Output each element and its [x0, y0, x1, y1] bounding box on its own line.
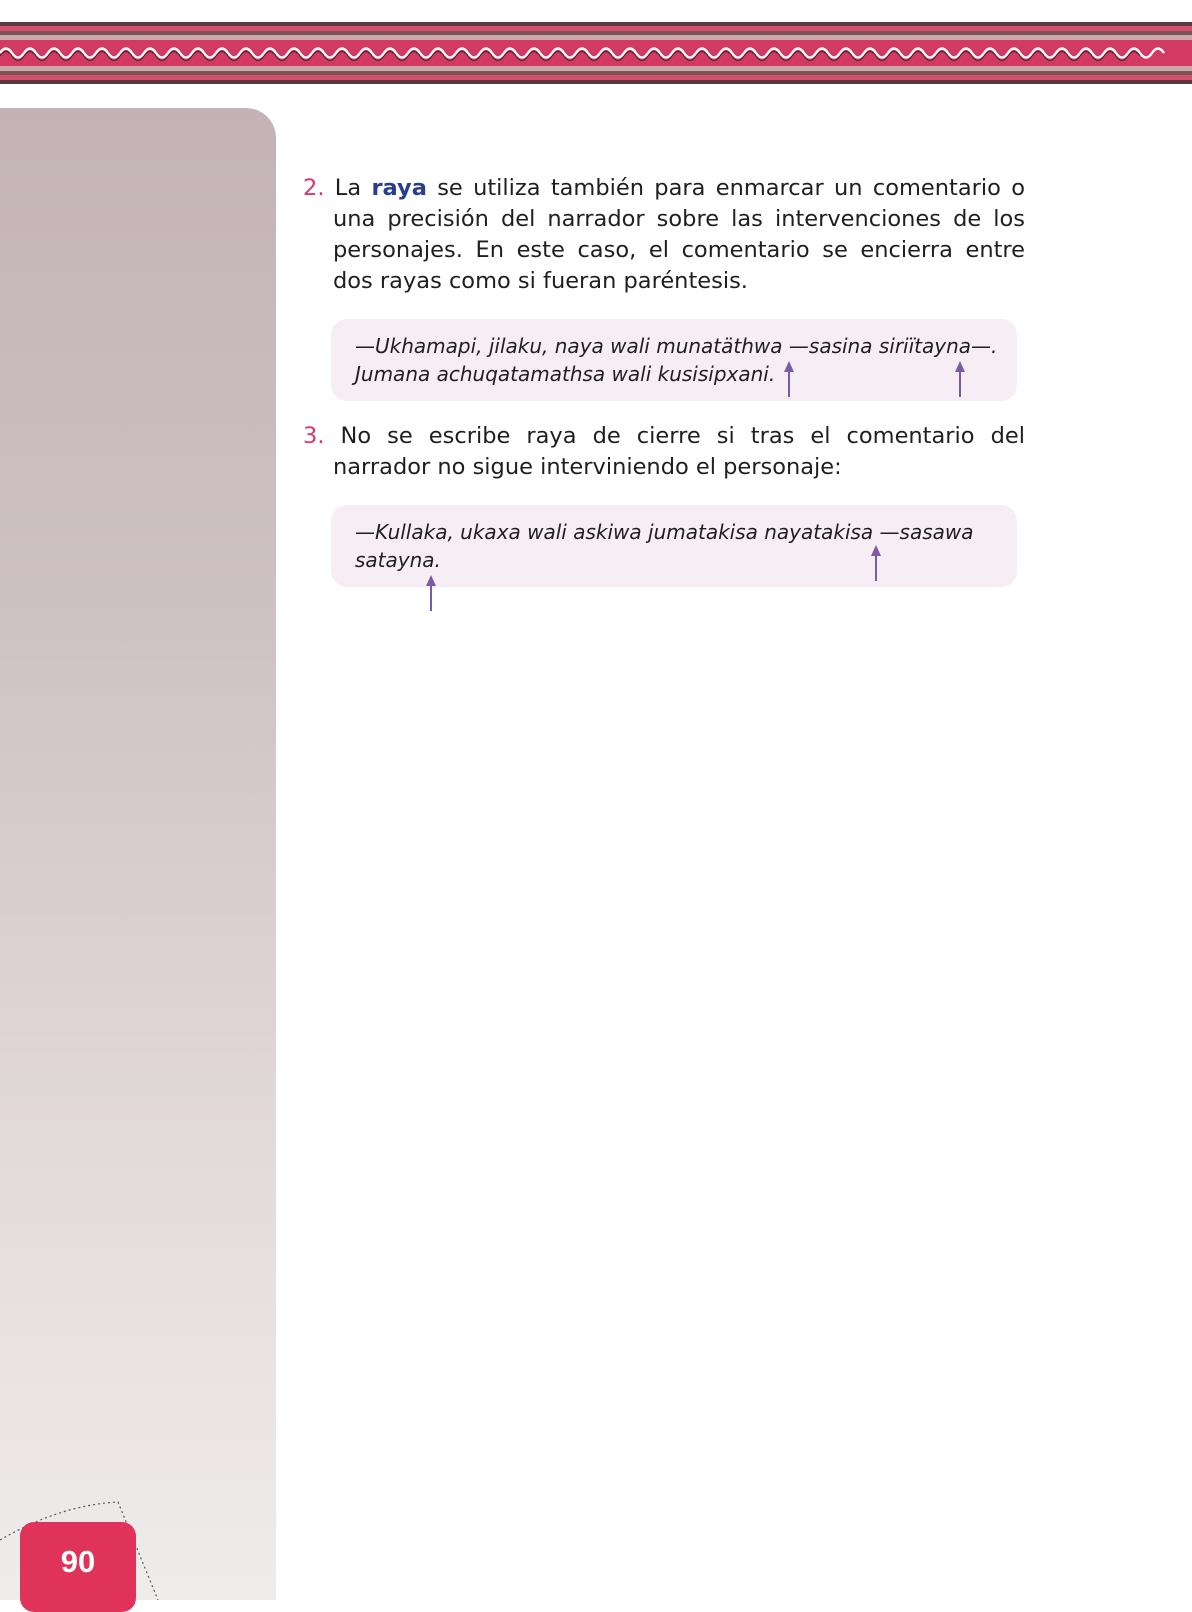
example-line: —Ukhamapi, jilaku, naya wali munatäthwa —sasina siriïtayna—.	[355, 334, 998, 358]
up-arrow-icon	[870, 545, 882, 581]
left-sidebar-panel	[0, 108, 276, 1600]
example-line: satayna.	[355, 548, 441, 572]
up-arrow-icon	[425, 575, 437, 611]
main-content	[303, 173, 1025, 587]
example-box-2	[331, 505, 1017, 587]
item-number: 2.	[303, 175, 325, 201]
item-text-before: La	[324, 175, 372, 201]
list-item-3	[303, 421, 1025, 483]
keyword-raya: raya	[371, 175, 427, 201]
list-item-2	[303, 173, 1025, 297]
example-line: Jumana achuqatamathsa wali kusisipxani.	[355, 362, 776, 386]
up-arrow-icon	[783, 361, 795, 397]
up-arrow-icon	[954, 361, 966, 397]
item-number: 3.	[303, 423, 325, 449]
woven-header-band	[0, 22, 1192, 84]
item-text: No se escribe raya de cierre si tras el comentario del narrador no sigue interviniendo el personaje:	[324, 423, 1025, 480]
page-number: 90	[60, 1544, 96, 1579]
example-line: —Kullaka, ukaxa wali askiwa jumatakisa nayatakisa —sasawa	[355, 520, 974, 544]
example-box-1	[331, 319, 1017, 401]
page-number-badge	[20, 1522, 136, 1612]
item-text-after: se utiliza también para enmarcar un comentario o una precisión del narrador sobre las intervenciones de los personajes. En este caso, el comentario se encierra entre dos rayas como si fueran paréntesis.	[333, 175, 1025, 294]
